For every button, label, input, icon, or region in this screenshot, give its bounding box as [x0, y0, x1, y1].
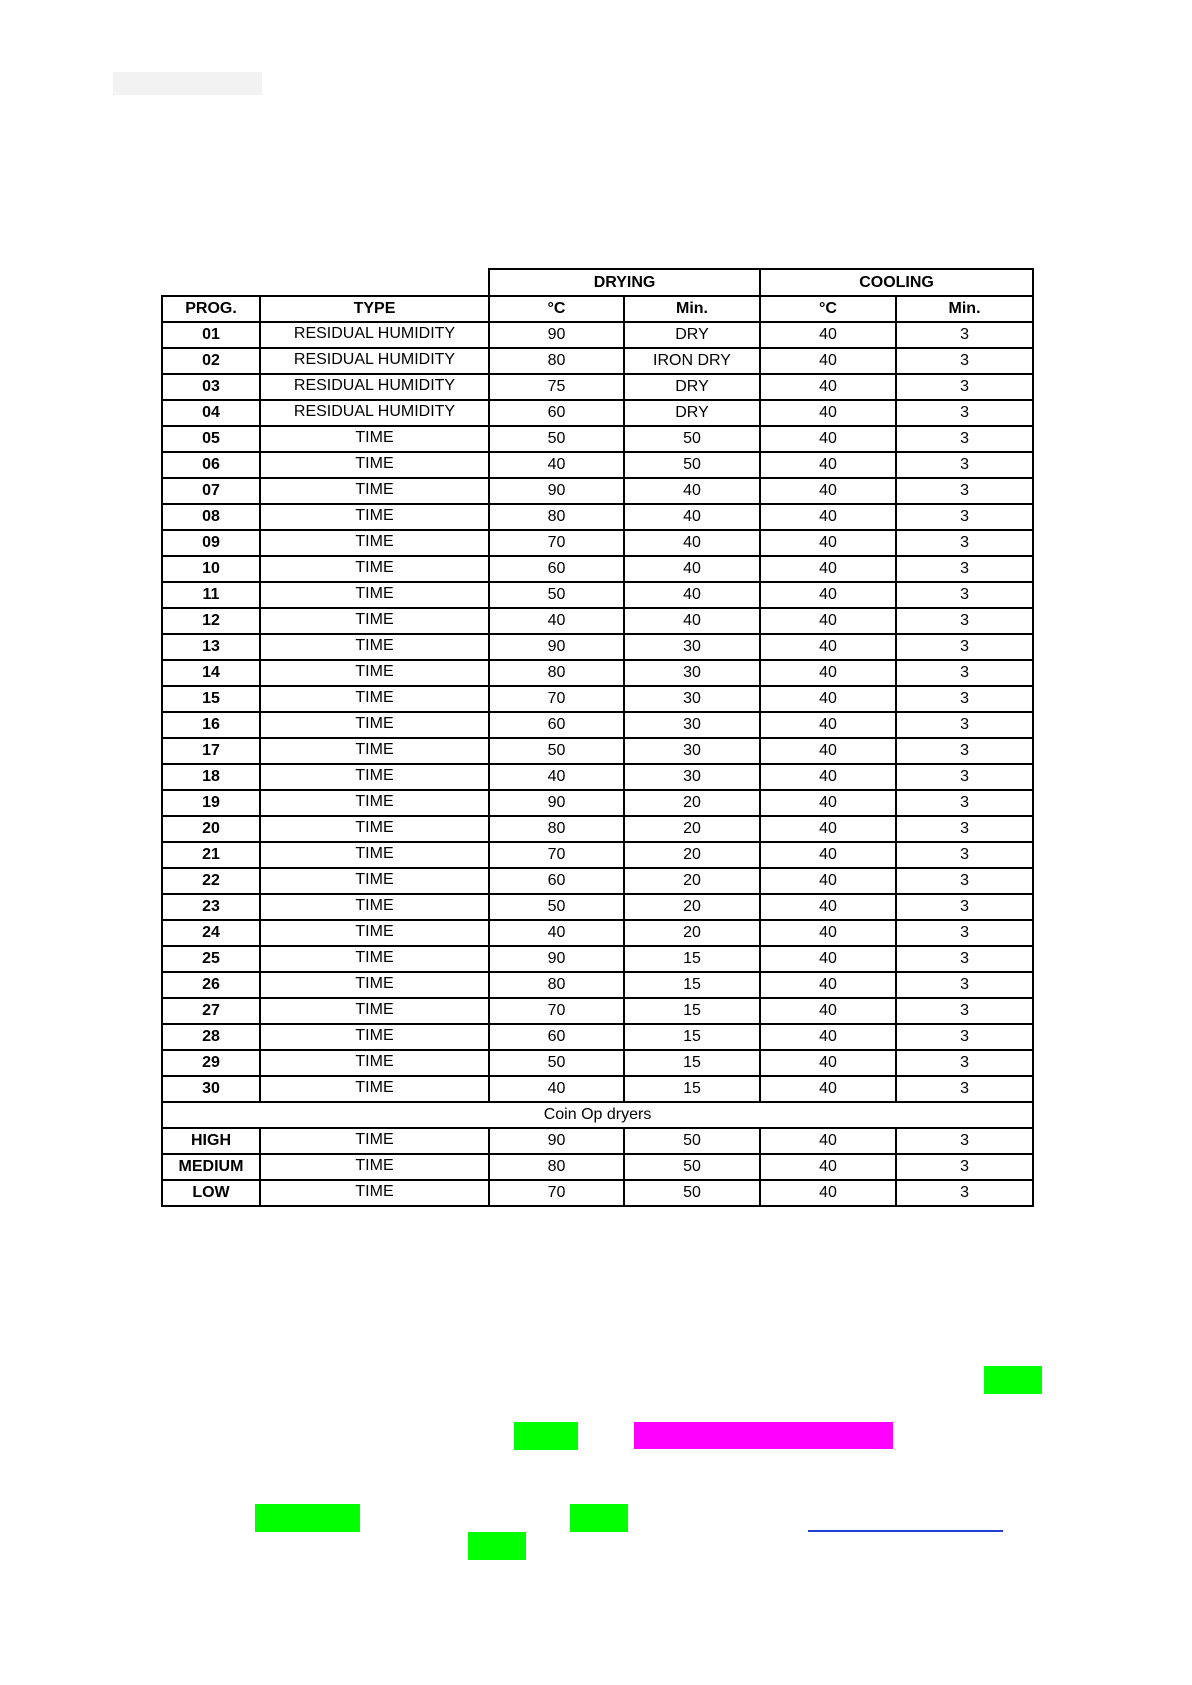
table-row — [162, 1076, 1033, 1102]
drying-min-cell: 40 — [624, 582, 760, 608]
coin-op-label: Coin Op dryers — [162, 1102, 1033, 1128]
cooling-min-cell: 3 — [896, 920, 1033, 946]
drying-temp-cell: 70 — [489, 842, 624, 868]
table-row — [162, 738, 1033, 764]
type-cell: TIME — [260, 1128, 489, 1154]
cooling-min-cell: 3 — [896, 1180, 1033, 1206]
prog-cell: 07 — [162, 478, 260, 504]
cooling-min-cell: 3 — [896, 556, 1033, 582]
cooling-temp-cell: 40 — [760, 504, 896, 530]
drying-temp-cell: 90 — [489, 478, 624, 504]
table-row — [162, 1180, 1033, 1206]
cooling-min-cell: 3 — [896, 348, 1033, 374]
drying-min-cell: 40 — [624, 530, 760, 556]
drying-temp-cell: 50 — [489, 894, 624, 920]
type-cell: TIME — [260, 686, 489, 712]
drying-temp-cell: 70 — [489, 686, 624, 712]
drying-temp-cell: 60 — [489, 868, 624, 894]
cooling-min-cell: 3 — [896, 504, 1033, 530]
cooling-min-cell: 3 — [896, 972, 1033, 998]
cooling-temp-cell: 40 — [760, 322, 896, 348]
drying-temp-cell: 50 — [489, 426, 624, 452]
table-row — [162, 790, 1033, 816]
prog-cell: 16 — [162, 712, 260, 738]
drying-min-cell: 40 — [624, 478, 760, 504]
prog-cell: 18 — [162, 764, 260, 790]
drying-temp-cell: 50 — [489, 738, 624, 764]
drying-temp-cell: 40 — [489, 920, 624, 946]
drying-min-cell: 30 — [624, 686, 760, 712]
prog-cell: 03 — [162, 374, 260, 400]
table-row — [162, 400, 1033, 426]
table-row — [162, 1024, 1033, 1050]
drying-temp-cell: 40 — [489, 608, 624, 634]
drying-temp-cell: 50 — [489, 1050, 624, 1076]
drying-temp-cell: 70 — [489, 530, 624, 556]
drying-min-cell: DRY — [624, 374, 760, 400]
table-row — [162, 348, 1033, 374]
drying-min-cell: 20 — [624, 790, 760, 816]
cooling-temp-cell: 40 — [760, 608, 896, 634]
table-row — [162, 1154, 1033, 1180]
prog-header: PROG. — [162, 296, 260, 322]
drying-min-cell: 20 — [624, 842, 760, 868]
cooling-temp-cell: 40 — [760, 660, 896, 686]
drying-temp-cell: 60 — [489, 712, 624, 738]
cooling-min-cell: 3 — [896, 1128, 1033, 1154]
prog-cell: 06 — [162, 452, 260, 478]
table-row — [162, 1128, 1033, 1154]
cooling-temp-cell: 40 — [760, 348, 896, 374]
table-row — [162, 972, 1033, 998]
cooling-temp-cell: 40 — [760, 816, 896, 842]
cooling-min-cell: 3 — [896, 530, 1033, 556]
table-row — [162, 686, 1033, 712]
cooling-temp-cell: 40 — [760, 686, 896, 712]
type-cell: TIME — [260, 790, 489, 816]
table-row — [162, 946, 1033, 972]
prog-cell: 22 — [162, 868, 260, 894]
type-cell: TIME — [260, 842, 489, 868]
type-header: TYPE — [260, 296, 489, 322]
cooling-min-cell: 3 — [896, 1050, 1033, 1076]
prog-cell: 27 — [162, 998, 260, 1024]
drying-temp-cell: 80 — [489, 1154, 624, 1180]
table-row — [162, 764, 1033, 790]
drying-min-cell: IRON DRY — [624, 348, 760, 374]
drying-min-cell: 15 — [624, 1024, 760, 1050]
prog-cell: 11 — [162, 582, 260, 608]
table-row — [162, 660, 1033, 686]
prog-cell: 30 — [162, 1076, 260, 1102]
redacted-header-block — [113, 72, 262, 95]
drying-temp-cell: 90 — [489, 1128, 624, 1154]
drying-min-cell: 15 — [624, 1076, 760, 1102]
type-cell: TIME — [260, 426, 489, 452]
cooling-temp-cell: 40 — [760, 920, 896, 946]
prog-cell: 21 — [162, 842, 260, 868]
drying-temp-cell: 80 — [489, 348, 624, 374]
prog-cell: 25 — [162, 946, 260, 972]
prog-cell: 01 — [162, 322, 260, 348]
cooling-min-cell: 3 — [896, 400, 1033, 426]
cooling-min-cell: 3 — [896, 634, 1033, 660]
type-cell: TIME — [260, 738, 489, 764]
cooling-temp-cell: 40 — [760, 452, 896, 478]
cooling-temp-cell: 40 — [760, 634, 896, 660]
drying-min-cell: 30 — [624, 634, 760, 660]
cooling-temp-header: °C — [760, 296, 896, 322]
prog-cell: 28 — [162, 1024, 260, 1050]
type-cell: TIME — [260, 764, 489, 790]
drying-min-cell: 15 — [624, 998, 760, 1024]
type-cell: TIME — [260, 608, 489, 634]
table-row — [162, 920, 1033, 946]
cooling-temp-cell: 40 — [760, 894, 896, 920]
table-row — [162, 322, 1033, 348]
cooling-min-cell: 3 — [896, 1024, 1033, 1050]
cooling-min-cell: 3 — [896, 894, 1033, 920]
cooling-temp-cell: 40 — [760, 426, 896, 452]
drying-min-cell: 15 — [624, 972, 760, 998]
prog-cell: 09 — [162, 530, 260, 556]
cooling-temp-cell: 40 — [760, 478, 896, 504]
cooling-temp-cell: 40 — [760, 1128, 896, 1154]
cooling-temp-cell: 40 — [760, 556, 896, 582]
prog-cell: MEDIUM — [162, 1154, 260, 1180]
cooling-temp-cell: 40 — [760, 582, 896, 608]
redacted-highlight — [984, 1366, 1042, 1394]
drying-min-cell: DRY — [624, 322, 760, 348]
cooling-temp-cell: 40 — [760, 868, 896, 894]
type-cell: TIME — [260, 920, 489, 946]
drying-min-cell: 30 — [624, 660, 760, 686]
table-row — [162, 842, 1033, 868]
drying-min-cell: 15 — [624, 946, 760, 972]
table-row — [162, 504, 1033, 530]
prog-cell: LOW — [162, 1180, 260, 1206]
cooling-temp-cell: 40 — [760, 998, 896, 1024]
type-cell: RESIDUAL HUMIDITY — [260, 348, 489, 374]
drying-temp-header: °C — [489, 296, 624, 322]
coin-op-section-row — [162, 1102, 1033, 1128]
cooling-temp-cell: 40 — [760, 1180, 896, 1206]
drying-temp-cell: 40 — [489, 1076, 624, 1102]
prog-cell: 20 — [162, 816, 260, 842]
cooling-temp-cell: 40 — [760, 946, 896, 972]
cooling-temp-cell: 40 — [760, 1154, 896, 1180]
type-cell: TIME — [260, 868, 489, 894]
drying-min-cell: 20 — [624, 920, 760, 946]
drying-min-cell: 30 — [624, 764, 760, 790]
drying-min-cell: 20 — [624, 894, 760, 920]
cooling-temp-cell: 40 — [760, 842, 896, 868]
redacted-highlight — [255, 1504, 360, 1532]
drying-min-cell: 15 — [624, 1050, 760, 1076]
cooling-temp-cell: 40 — [760, 374, 896, 400]
drying-temp-cell: 40 — [489, 764, 624, 790]
table-row — [162, 894, 1033, 920]
type-cell: TIME — [260, 634, 489, 660]
type-cell: TIME — [260, 972, 489, 998]
drying-min-cell: 20 — [624, 868, 760, 894]
cooling-min-cell: 3 — [896, 712, 1033, 738]
type-cell: TIME — [260, 452, 489, 478]
drying-temp-cell: 60 — [489, 556, 624, 582]
drying-temp-cell: 90 — [489, 322, 624, 348]
program-table — [161, 268, 1034, 1207]
table-row — [162, 426, 1033, 452]
drying-temp-cell: 90 — [489, 946, 624, 972]
type-cell: TIME — [260, 816, 489, 842]
cooling-min-header: Min. — [896, 296, 1033, 322]
table-row — [162, 556, 1033, 582]
type-cell: TIME — [260, 946, 489, 972]
table-row — [162, 712, 1033, 738]
type-cell: TIME — [260, 582, 489, 608]
cooling-min-cell: 3 — [896, 868, 1033, 894]
cooling-group-header: COOLING — [760, 269, 1033, 296]
drying-min-cell: DRY — [624, 400, 760, 426]
type-cell: TIME — [260, 1024, 489, 1050]
drying-temp-cell: 50 — [489, 582, 624, 608]
type-cell: TIME — [260, 530, 489, 556]
redacted-link-underline[interactable] — [808, 1530, 1003, 1532]
prog-cell: 23 — [162, 894, 260, 920]
cooling-min-cell: 3 — [896, 374, 1033, 400]
type-cell: TIME — [260, 660, 489, 686]
group-header-row — [162, 269, 1033, 296]
blank-header-cell — [162, 269, 489, 296]
type-cell: RESIDUAL HUMIDITY — [260, 374, 489, 400]
type-cell: TIME — [260, 894, 489, 920]
type-cell: TIME — [260, 712, 489, 738]
prog-cell: 02 — [162, 348, 260, 374]
table-row — [162, 608, 1033, 634]
drying-group-header: DRYING — [489, 269, 760, 296]
drying-temp-cell: 60 — [489, 400, 624, 426]
cooling-min-cell: 3 — [896, 660, 1033, 686]
prog-cell: 19 — [162, 790, 260, 816]
prog-cell: 05 — [162, 426, 260, 452]
prog-cell: 15 — [162, 686, 260, 712]
cooling-min-cell: 3 — [896, 738, 1033, 764]
drying-temp-cell: 80 — [489, 660, 624, 686]
prog-cell: 24 — [162, 920, 260, 946]
redacted-highlight-magenta — [634, 1422, 893, 1449]
table-row — [162, 452, 1033, 478]
cooling-min-cell: 3 — [896, 764, 1033, 790]
prog-cell: 17 — [162, 738, 260, 764]
cooling-min-cell: 3 — [896, 1076, 1033, 1102]
table-row — [162, 374, 1033, 400]
drying-temp-cell: 75 — [489, 374, 624, 400]
cooling-min-cell: 3 — [896, 478, 1033, 504]
table-row — [162, 868, 1033, 894]
column-header-row — [162, 296, 1033, 322]
drying-min-cell: 50 — [624, 452, 760, 478]
cooling-min-cell: 3 — [896, 946, 1033, 972]
prog-cell: HIGH — [162, 1128, 260, 1154]
type-cell: RESIDUAL HUMIDITY — [260, 400, 489, 426]
drying-temp-cell: 80 — [489, 816, 624, 842]
prog-cell: 26 — [162, 972, 260, 998]
cooling-min-cell: 3 — [896, 426, 1033, 452]
prog-cell: 29 — [162, 1050, 260, 1076]
cooling-min-cell: 3 — [896, 686, 1033, 712]
drying-min-cell: 40 — [624, 504, 760, 530]
type-cell: TIME — [260, 1076, 489, 1102]
cooling-temp-cell: 40 — [760, 712, 896, 738]
prog-cell: 13 — [162, 634, 260, 660]
cooling-min-cell: 3 — [896, 322, 1033, 348]
prog-cell: 14 — [162, 660, 260, 686]
prog-cell: 08 — [162, 504, 260, 530]
cooling-temp-cell: 40 — [760, 972, 896, 998]
cooling-temp-cell: 40 — [760, 400, 896, 426]
prog-cell: 04 — [162, 400, 260, 426]
cooling-temp-cell: 40 — [760, 764, 896, 790]
cooling-min-cell: 3 — [896, 452, 1033, 478]
table-row — [162, 816, 1033, 842]
redacted-highlight — [514, 1422, 578, 1450]
table-row — [162, 582, 1033, 608]
cooling-min-cell: 3 — [896, 608, 1033, 634]
drying-min-cell: 50 — [624, 1180, 760, 1206]
cooling-min-cell: 3 — [896, 842, 1033, 868]
drying-min-cell: 40 — [624, 556, 760, 582]
redacted-highlight — [468, 1532, 526, 1560]
table-row — [162, 478, 1033, 504]
cooling-temp-cell: 40 — [760, 1076, 896, 1102]
cooling-temp-cell: 40 — [760, 1024, 896, 1050]
drying-temp-cell: 80 — [489, 972, 624, 998]
type-cell: TIME — [260, 1050, 489, 1076]
cooling-min-cell: 3 — [896, 816, 1033, 842]
cooling-min-cell: 3 — [896, 582, 1033, 608]
cooling-temp-cell: 40 — [760, 530, 896, 556]
cooling-temp-cell: 40 — [760, 790, 896, 816]
redacted-highlight — [570, 1504, 628, 1532]
cooling-temp-cell: 40 — [760, 1050, 896, 1076]
cooling-min-cell: 3 — [896, 790, 1033, 816]
drying-min-cell: 50 — [624, 1128, 760, 1154]
prog-cell: 12 — [162, 608, 260, 634]
type-cell: RESIDUAL HUMIDITY — [260, 322, 489, 348]
drying-min-cell: 30 — [624, 738, 760, 764]
drying-min-cell: 50 — [624, 426, 760, 452]
drying-temp-cell: 40 — [489, 452, 624, 478]
type-cell: TIME — [260, 998, 489, 1024]
drying-min-header: Min. — [624, 296, 760, 322]
drying-temp-cell: 70 — [489, 1180, 624, 1206]
drying-temp-cell: 90 — [489, 790, 624, 816]
drying-temp-cell: 90 — [489, 634, 624, 660]
prog-cell: 10 — [162, 556, 260, 582]
drying-min-cell: 40 — [624, 608, 760, 634]
cooling-min-cell: 3 — [896, 1154, 1033, 1180]
type-cell: TIME — [260, 504, 489, 530]
drying-min-cell: 50 — [624, 1154, 760, 1180]
table-row — [162, 998, 1033, 1024]
drying-temp-cell: 60 — [489, 1024, 624, 1050]
type-cell: TIME — [260, 1154, 489, 1180]
drying-min-cell: 20 — [624, 816, 760, 842]
type-cell: TIME — [260, 1180, 489, 1206]
type-cell: TIME — [260, 556, 489, 582]
cooling-temp-cell: 40 — [760, 738, 896, 764]
type-cell: TIME — [260, 478, 489, 504]
drying-temp-cell: 70 — [489, 998, 624, 1024]
table-row — [162, 1050, 1033, 1076]
table-row — [162, 634, 1033, 660]
cooling-min-cell: 3 — [896, 998, 1033, 1024]
drying-temp-cell: 80 — [489, 504, 624, 530]
drying-min-cell: 30 — [624, 712, 760, 738]
table-row — [162, 530, 1033, 556]
